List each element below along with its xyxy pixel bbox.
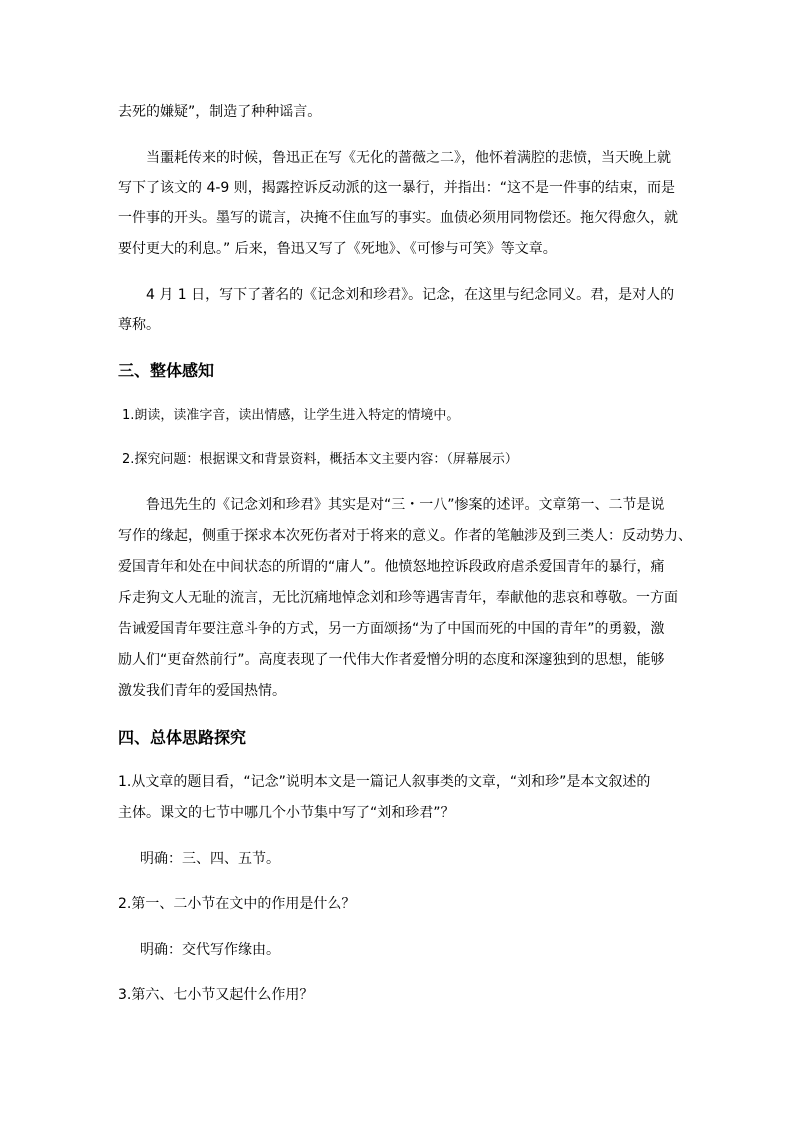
- question-1-line-1: 1.从文章的题目看，“记念”说明本文是一篇记人叙事类的文章，“刘和珍”是本文叙述的: [118, 774, 651, 790]
- date-paragraph-line-2: 尊称。: [118, 317, 160, 333]
- question-2-line-1: 2.第一、二小节在文中的作用是什么？: [118, 896, 356, 912]
- section-3-heading: 三、整体感知: [118, 361, 215, 380]
- question-3-line-1: 3.第六、七小节又起什么作用？: [118, 987, 314, 1003]
- section-4-heading: 四、总体思路探究: [118, 728, 247, 747]
- date-paragraph-line-1: 4 月 1 日，写下了著名的《记念刘和珍君》。记念，在这里与纪念同义。君，是对人的: [146, 287, 675, 303]
- summary-line-7: 激发我们青年的爱国热情。: [118, 683, 286, 699]
- summary-line-6: 励人们“更奋然前行”。高度表现了一代伟大作者爱憎分明的态度和深邃独到的思想，能够: [118, 652, 665, 668]
- summary-line-4: 斥走狗文人无耻的流言，无比沉痛地悼念刘和珍等遇害青年，奉献他的悲哀和尊敬。一方面: [118, 590, 678, 606]
- continuation-line: 去死的嫌疑”，制造了种种谣言。: [118, 104, 322, 120]
- question-1-answer: 明确：三、四、五节。: [140, 851, 280, 867]
- summary-line-3: 爱国青年和处在中间状态的所谓的“庸人”。他愤怒地控诉段政府虐杀爱国青年的暴行，痛: [118, 559, 665, 575]
- summary-line-1: 鲁迅先生的《记念刘和珍君》其实是对“三・一八”惨案的述评。文章第一、二节是说: [146, 497, 665, 513]
- section-3-item-1: 1.朗读，读准字音，读出情感，让学生进入特定的情境中。: [122, 408, 460, 423]
- background-paragraph-line-4: 要付更大的利息。” 后来，鲁迅又写了《死地》、《可惨与可笑》等文章。: [118, 241, 557, 257]
- summary-line-2: 写作的缘起，侧重于探求本次死伤者对于将来的意义。作者的笔触涉及到三类人：反动势力、: [118, 528, 692, 544]
- background-paragraph-line-1: 当噩耗传来的时候，鲁迅正在写《无化的蔷薇之二》，他怀着满腔的悲愤，当天晚上就: [146, 150, 671, 166]
- summary-line-5: 告诫爱国青年要注意斗争的方式，另一方面颂扬“为了中国而死的中国的青年”的勇毅，激: [118, 621, 665, 637]
- question-1-line-2: 主体。课文的七节中哪几个小节集中写了“刘和珍君”？: [118, 805, 455, 821]
- background-paragraph-line-3: 一件事的开头。墨写的谎言，决掩不住血写的事实。血债必须用同物偿还。拖欠得愈久，就: [118, 210, 678, 226]
- section-3-item-2: 2.探究问题：根据课文和背景资料，概括本文主要内容：（屏幕展示）: [122, 452, 518, 467]
- question-2-answer: 明确：交代写作缘由。: [140, 942, 280, 958]
- background-paragraph-line-2: 写下了该文的 4-9 则，揭露控诉反动派的这一暴行，并指出：“这不是一件事的结束，而是: [118, 180, 676, 196]
